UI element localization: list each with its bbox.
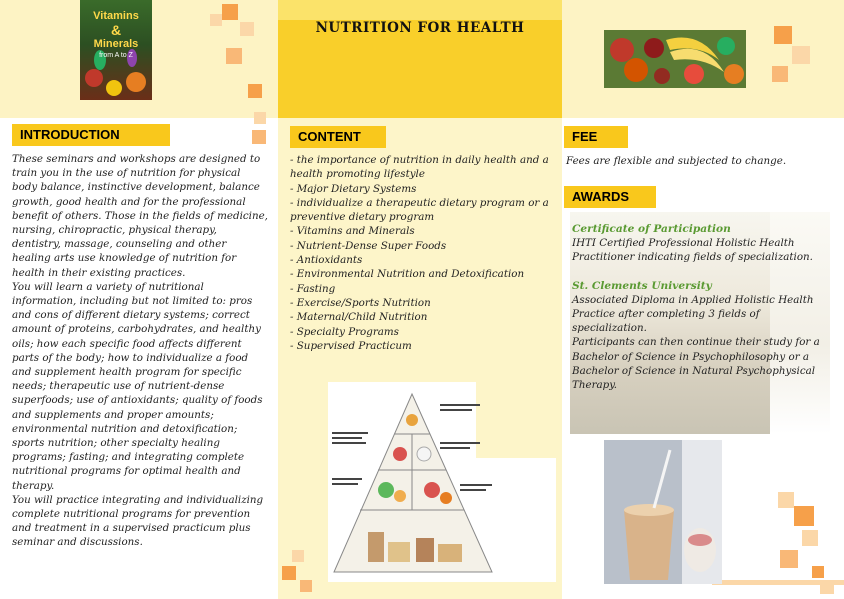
introduction-heading: INTRODUCTION bbox=[12, 124, 170, 146]
list-item: - Vitamins and Minerals bbox=[290, 225, 415, 238]
list-item: - Exercise/Sports Nutrition bbox=[290, 296, 431, 309]
list-item: - Maternal/Child Nutrition bbox=[290, 311, 428, 324]
decor-square bbox=[780, 550, 798, 568]
book-title-line1: Vitamins bbox=[93, 10, 139, 22]
middle-top-band-highlight bbox=[278, 0, 562, 20]
decor-square bbox=[300, 580, 312, 592]
awards-text bbox=[572, 222, 828, 392]
book-cover-image bbox=[80, 0, 152, 100]
introduction-paragraph-1: These seminars and workshops are designed to train you in the use of nutrition for physical body balance, instinctive development, balance growth, good health and for the professional benefit of others. Those in the fields of medicine, nursing, chiropractic, physical therapy, dentistry, massage, counseling and other healing arts use knowledge of nutrition for health in their existing practices. bbox=[12, 153, 268, 279]
award-title: St. Clements University bbox=[572, 279, 712, 292]
fee-heading: FEE bbox=[564, 126, 628, 148]
content-list bbox=[290, 153, 552, 353]
decor-square bbox=[812, 566, 824, 578]
list-item: - individualize a therapeutic dietary program or a preventive dietary program bbox=[290, 196, 549, 224]
decor-square bbox=[210, 14, 222, 26]
list-item: - Nutrient-Dense Super Foods bbox=[290, 239, 447, 252]
decor-square bbox=[282, 566, 296, 580]
introduction-text bbox=[12, 152, 268, 550]
list-item: - Major Dietary Systems bbox=[290, 182, 417, 195]
food-pyramid-graphic bbox=[328, 382, 556, 582]
book-title-line2: & bbox=[110, 22, 122, 38]
award-description-continued: Participants can then continue their study for a Bachelor of Science in Psychophilosophy or a Bachelor of Science in Natural Psychophysical Therapy. bbox=[572, 336, 820, 392]
content-heading: CONTENT bbox=[290, 126, 386, 148]
awards-heading: AWARDS bbox=[564, 186, 656, 208]
award-description: Associated Diploma in Applied Holistic Health Practice after completing 3 fields of specialization. bbox=[572, 293, 814, 335]
decor-square bbox=[802, 530, 818, 546]
fee-text: Fees are flexible and subjected to change. bbox=[566, 155, 787, 167]
page-title: NUTRITION FOR HEALTH bbox=[315, 20, 525, 36]
fruit-image bbox=[604, 30, 746, 88]
decor-square bbox=[792, 46, 810, 64]
list-item: - the importance of nutrition in daily health and a health promoting lifestyle bbox=[290, 154, 549, 181]
book-title-line3: Minerals bbox=[93, 38, 139, 50]
decor-square bbox=[240, 22, 254, 36]
list-item: - Environmental Nutrition and Detoxification bbox=[290, 268, 525, 281]
list-item: - Antioxidants bbox=[290, 254, 363, 267]
decor-square bbox=[254, 112, 266, 124]
list-item: - Fasting bbox=[290, 282, 336, 295]
decor-stripe bbox=[712, 580, 844, 585]
decor-square bbox=[222, 4, 238, 20]
decor-square bbox=[774, 26, 792, 44]
introduction-paragraph-2: You will learn a variety of nutritional information, including but not limited to: pros and cons of different dietary systems; correct amount of proteins, carbohydrates, and healthy oils; how each specific food affects different parts of the body; how to individualize a food and supplement health program for specific needs; therapeutic use of nutrient-dense superfoods; use of antioxidants; quality of foods and supplements and proper amounts; environmental nutrition and detoxification; sports nutrition; other specialty healing programs; fasting; and integrating complete nutritional programs for optimal health and therapy. bbox=[12, 280, 263, 492]
award-title: Certificate of Participation bbox=[572, 223, 731, 235]
decor-square bbox=[226, 48, 242, 64]
introduction-paragraph-3: You will practice integrating and individualizing complete nutritional programs for prevention and treatment in a supervised practicum plus seminar and discussions. bbox=[12, 493, 264, 549]
decor-square bbox=[772, 66, 788, 82]
smoothie-image bbox=[604, 440, 722, 584]
decor-square bbox=[252, 130, 266, 144]
list-item: - Supervised Practicum bbox=[290, 339, 412, 352]
decor-square bbox=[794, 506, 814, 526]
list-item: - Specialty Programs bbox=[290, 325, 399, 338]
decor-square bbox=[248, 84, 262, 98]
award-description: IHTI Certified Professional Holistic Health Practitioner indicating fields of specialization. bbox=[572, 237, 813, 264]
decor-square bbox=[778, 492, 794, 508]
book-title-line4: from A to Z bbox=[99, 52, 133, 59]
decor-square bbox=[292, 550, 304, 562]
